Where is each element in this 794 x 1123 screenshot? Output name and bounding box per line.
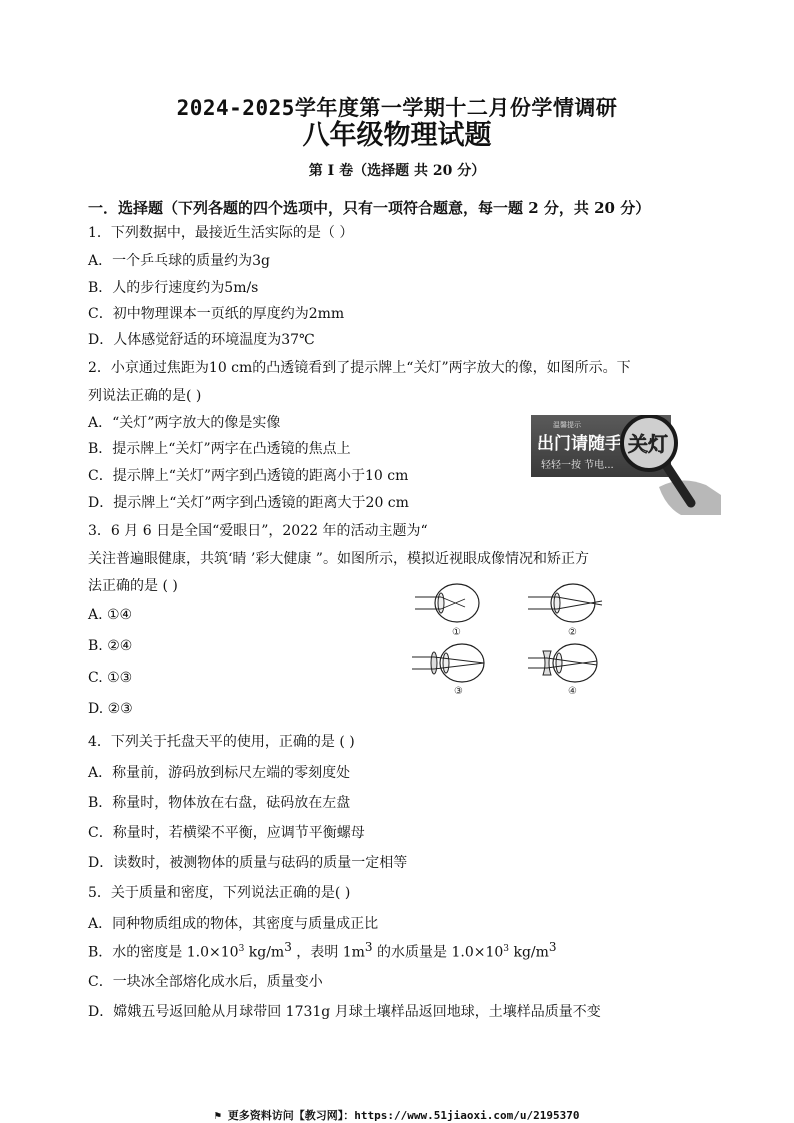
- q5-option-c: C．一块冰全部熔化成水后，质量变小: [88, 974, 323, 990]
- q2-option-a: A．“关灯”两字放大的像是实像: [88, 415, 281, 431]
- q1-option-c: C．初中物理课本一页纸的厚度约为2mm: [88, 306, 345, 322]
- q3-option-c: C. ①③: [88, 670, 133, 686]
- section-heading: 一．选择题（下列各题的四个选项中，只有一项符合题意，每一题 2 分，共 20 分）: [88, 199, 651, 217]
- exam-subtitle: 八年级物理试题: [302, 120, 492, 151]
- q5-stem: 5．关于质量和密度，下列说法正确的是( ): [88, 885, 351, 901]
- q4-option-b: B．称量时，物体放在右盘，砝码放在左盘: [88, 795, 351, 811]
- q1-option-d: D．人体感觉舒适的环境温度为37℃: [88, 332, 315, 348]
- footer-link[interactable]: [0, 1107, 794, 1123]
- eye-diagram-figure: [410, 583, 620, 698]
- eye-label-4: ④: [568, 686, 577, 697]
- q5-b-exp-3: 3: [364, 940, 373, 954]
- q5-b-text-4: 的水质量是 1.0×10: [372, 944, 504, 961]
- q2-option-d: D．提示牌上“关灯”两字到凸透镜的距离大于20 cm: [88, 495, 409, 511]
- flag-icon: ⚑: [214, 1109, 222, 1122]
- q1-option-b: B．人的步行速度约为5m/s: [88, 280, 259, 296]
- q3-stem-line2: 关注普遍眼健康，共筑‘睛 ’彩大健康 ”。如图所示，模拟近视眼成像情况和矫正方: [88, 551, 589, 567]
- q3-option-a: A. ①④: [88, 607, 133, 623]
- eye-label-1: ①: [452, 627, 461, 638]
- q2-option-c: C．提示牌上“关灯”两字到凸透镜的距离小于10 cm: [88, 468, 409, 484]
- q5-b-text-3: ，表明 1m: [291, 944, 365, 961]
- q4-option-c: C．称量时，若横梁不平衡，应调节平衡螺母: [88, 825, 365, 841]
- q3-stem-line1: 3．6 月 6 日是全国“爱眼日”，2022 年的活动主题为“: [88, 523, 428, 539]
- q2-stem-line2: 列说法正确的是( ): [88, 388, 202, 404]
- q3-stem-line3: 法正确的是 ( ): [88, 578, 178, 594]
- eye-label-2: ②: [568, 627, 577, 638]
- q3-option-d: D. ②③: [88, 701, 133, 717]
- eye-label-3: ③: [454, 686, 463, 697]
- q1-stem: 1．下列数据中，最接近生活实际的是（ ）: [88, 225, 354, 241]
- q5-b-exp-5: 3: [548, 940, 557, 954]
- q3-option-b: B. ②④: [88, 638, 133, 654]
- q2-stem-line1: 2．小京通过焦距为10 cm的凸透镜看到了提示牌上“关灯”两字放大的像，如图所示。下: [88, 360, 631, 376]
- sign-bottom-text: 轻轻一按 节电...: [541, 460, 614, 471]
- sign-top-text: 温馨提示: [553, 421, 581, 429]
- eye-diagram-4: [528, 644, 597, 697]
- q5-option-a: A．同种物质组成的物体，其密度与质量成正比: [88, 916, 379, 932]
- q2-option-b: B．提示牌上“关灯”两字在凸透镜的焦点上: [88, 441, 351, 457]
- q5-option-b: [88, 940, 557, 962]
- q5-option-d: D．嫦娥五号返回舱从月球带回 1731g 月球土壤样品返回地球，土壤样品质量不变: [88, 1004, 601, 1020]
- footer-text[interactable]: 更多资料访问【教习网】：https://www.51jiaoxi.com/u/2195370: [221, 1109, 580, 1122]
- q5-b-exp-1: 3: [238, 944, 245, 954]
- q5-b-exp-2: 3: [284, 940, 292, 954]
- q4-option-a: A．称量前，游码放到标尺左端的零刻度处: [88, 765, 351, 781]
- q4-option-d: D．读数时，被测物体的质量与砝码的质量一定相等: [88, 855, 408, 871]
- q4-stem: 4．下列关于托盘天平的使用，正确的是 ( ): [88, 734, 355, 750]
- eye-diagram-2: [528, 584, 602, 638]
- part-heading: 第 I 卷（选择题 共 20 分）: [308, 163, 486, 179]
- q5-b-text-2: kg/m: [244, 944, 285, 961]
- q5-b-exp-4: 3: [503, 944, 510, 954]
- sign-magnifier-photo: [531, 415, 721, 515]
- q1-option-a: A．一个乒乓球的质量约为3g: [88, 253, 270, 269]
- q5-b-text-1: B．水的密度是 1.0×10: [88, 944, 239, 961]
- q5-b-text-5: kg/m: [509, 944, 549, 961]
- sign-main-text: 出门请随手: [537, 434, 622, 454]
- sign-magnified-text: 关灯: [628, 432, 668, 456]
- eye-diagram-1: [415, 584, 479, 638]
- eye-diagram-3: [412, 644, 484, 697]
- exam-title: 2024-2025学年度第一学期十二月份学情调研: [176, 96, 618, 120]
